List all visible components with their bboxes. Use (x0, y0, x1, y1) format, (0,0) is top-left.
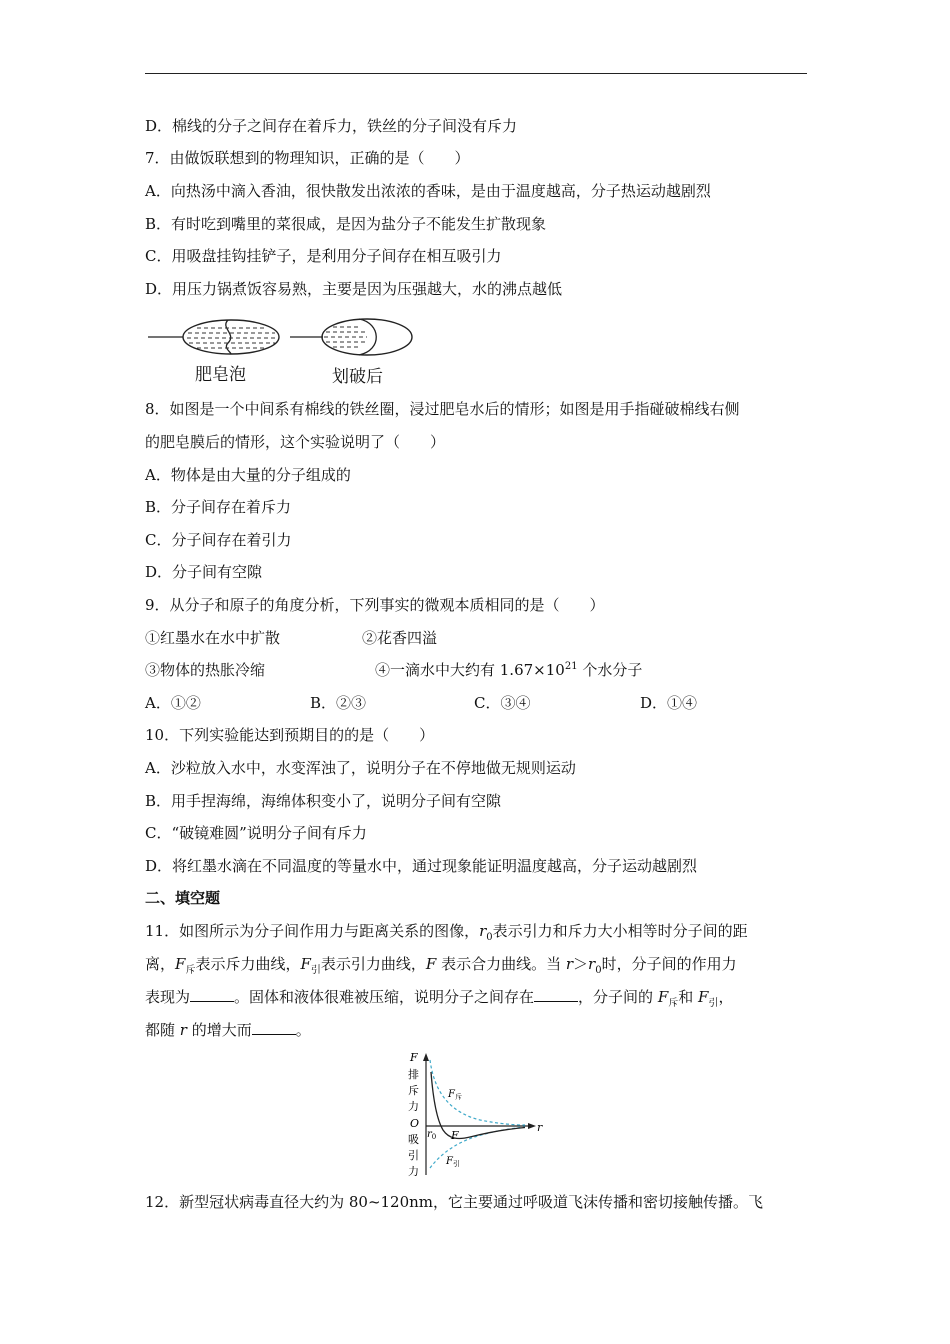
x-axis-label: r (537, 1121, 543, 1134)
repulsive-curve-label: $F_斥$ (448, 1089, 462, 1101)
q9-fact-4-exponent: 21 (564, 661, 578, 672)
q9-option-b: B．②③ (310, 694, 367, 712)
q11-blank-2[interactable] (534, 987, 578, 1002)
q11-line-3: 表现为 。固体和液体很难被压缩，说明分子之间存在 ，分子间的 $F_斥$和 $F_引$， (145, 988, 734, 1009)
q7-stem: 7．由做饭联想到的物理知识，正确的是（ ） (145, 149, 470, 167)
y-repulsive-char-1: 排 (408, 1068, 419, 1081)
origin-label: O (410, 1117, 420, 1130)
q11-line-1: 11．如图所示为分子间作用力与距离关系的图像，$r_0$表示引力和斥力大小相等时分子间的距 (145, 922, 748, 943)
q9-fact-1: ①红墨水在水中扩散 (145, 629, 281, 647)
q9-option-a: A．①② (145, 694, 201, 712)
q9-fact-4-tail: 个水分子 (577, 661, 643, 679)
q8-stem-line2: 的肥皂膜后的情形，这个实验说明了（ ） (145, 433, 446, 451)
q9-fact-4-text: ④一滴水中大约有 1.67×10 (375, 661, 565, 679)
y-attractive-char-1: 吸 (408, 1133, 419, 1146)
q11-blank-1[interactable] (190, 987, 234, 1002)
x-axis-arrow (528, 1123, 536, 1129)
q7-option-a: A．向热汤中滴入香油，很快散发出浓浓的香味，是由于温度越高，分子热运动越剧烈 (145, 182, 711, 200)
y-attractive-char-2: 引 (408, 1149, 419, 1162)
q10-option-a: A．沙粒放入水中，水变浑浊了，说明分子在不停地做无规则运动 (145, 759, 576, 777)
q8-option-a: A．物体是由大量的分子组成的 (145, 466, 351, 484)
y-axis-label: F (410, 1051, 418, 1064)
section-title-fill-in: 二、填空题 (145, 889, 221, 907)
r0-label: $r_0$ (427, 1129, 437, 1141)
attractive-curve-label: $F_引$ (446, 1156, 460, 1168)
broken-film-loop (290, 319, 412, 355)
soap-bubble-loop (148, 320, 279, 354)
broken-film-label: 划破后 (332, 367, 383, 387)
q9-stem: 9．从分子和原子的角度分析，下列事实的微观本质相同的是（ ） (145, 596, 605, 614)
y-axis-arrow (423, 1053, 429, 1061)
q10-option-d: D．将红墨水滴在不同温度的等量水中，通过现象能证明温度越高，分子运动越剧烈 (145, 857, 698, 875)
soap-film-figure (145, 310, 425, 390)
q6-option-d: D．棉线的分子之间存在着斥力，铁丝的分子间没有斥力 (145, 117, 518, 135)
q8-stem-line1: 8．如图是一个中间系有棉线的铁丝圈，浸过肥皂水后的情形；如图是用手指碰破棉线右侧 (145, 400, 740, 418)
q7-option-c: C．用吸盘挂钩挂铲子，是利用分子间存在相互吸引力 (145, 247, 502, 265)
q8-option-b: B．分子间存在着斥力 (145, 498, 292, 516)
y-attractive-char-3: 力 (408, 1165, 419, 1178)
q11-line-4: 都随 r 的增大而 。 (145, 1021, 311, 1039)
repulsive-curve (430, 1060, 525, 1125)
q9-fact-4 (375, 660, 642, 680)
soap-bubble-label: 肥皂泡 (195, 365, 246, 385)
net-force-label: F (451, 1129, 459, 1142)
q12-stem: 12．新型冠状病毒直径大约为 80~120nm，它主要通过呼吸道飞沫传播和密切接触传播。飞 (145, 1193, 764, 1211)
q10-option-b: B．用手捏海绵，海绵体积变小了，说明分子间有空隙 (145, 792, 502, 810)
y-repulsive-char-2: 斥 (408, 1084, 419, 1097)
q9-option-c: C．③④ (474, 694, 531, 712)
q10-stem: 10．下列实验能达到预期目的的是（ ） (145, 726, 435, 744)
q8-option-c: C．分子间存在着引力 (145, 531, 292, 549)
q9-fact-2: ②花香四溢 (362, 629, 438, 647)
q10-option-c: C．“破镜难圆”说明分子间有斥力 (145, 824, 367, 842)
header-rule (145, 73, 807, 74)
q11-blank-3[interactable] (252, 1020, 296, 1035)
q9-fact-3: ③物体的热胀冷缩 (145, 661, 266, 679)
y-repulsive-char-3: 力 (408, 1100, 419, 1113)
attractive-curve (430, 1127, 525, 1168)
q7-option-b: B．有时吃到嘴里的菜很咸，是因为盐分子不能发生扩散现象 (145, 215, 547, 233)
force-distance-graph (400, 1050, 550, 1180)
q7-option-d: D．用压力锅煮饭容易熟，主要是因为压强越大，水的沸点越低 (145, 280, 563, 298)
net-force-curve (431, 1072, 525, 1139)
q11-line-2: 离，$F_斥$表示斥力曲线，$F_引$表示引力曲线，F 表示合力曲线。当 $r>r_0$时，分子间的作用力 (145, 955, 737, 976)
q8-option-d: D．分子间有空隙 (145, 563, 263, 581)
q9-option-d: D．①④ (640, 694, 698, 712)
